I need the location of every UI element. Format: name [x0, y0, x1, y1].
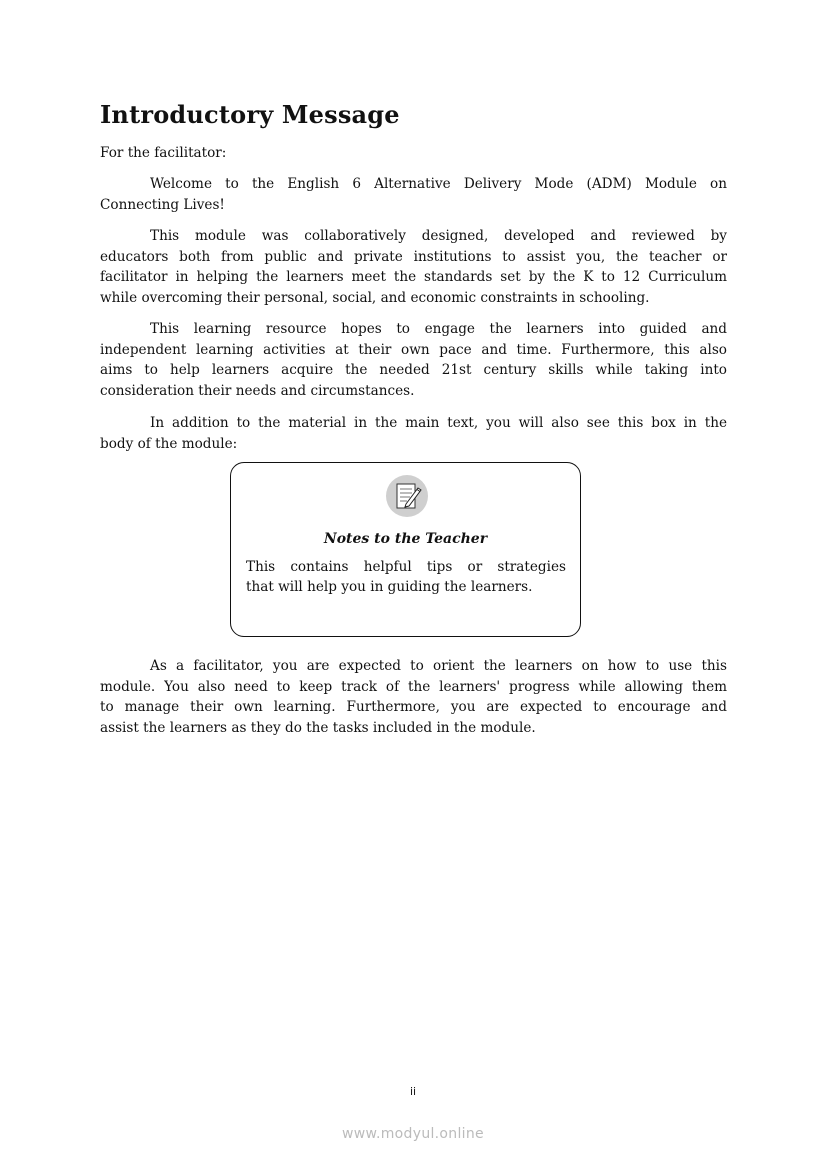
text-line: Welcome to the English 6 Alternative Delivery Mode (ADM) Module on: [150, 176, 727, 192]
page-number: ii: [409, 1085, 417, 1098]
page-title: Introductory Message: [100, 100, 400, 129]
text-line: educators both from public and private institutions to assist you, the teacher or: [100, 248, 727, 265]
notes-pencil-icon: [386, 475, 428, 517]
notes-to-teacher-box: [230, 462, 581, 637]
text-line: while overcoming their personal, social, and economic constraints in schooling.: [100, 289, 650, 306]
paragraph: [100, 656, 727, 738]
text-line: independent learning activities at their own pace and time. Furthermore, this also: [100, 341, 727, 358]
text-line: Connecting Lives!: [100, 196, 225, 213]
greeting: [100, 143, 727, 164]
paragraph: [100, 413, 727, 454]
box-title: Notes to the Teacher: [323, 531, 488, 547]
text-line: to manage their own learning. Furthermore, you are expected to encourage and: [100, 699, 727, 716]
paragraph: [100, 319, 727, 401]
box-text: [246, 557, 566, 597]
paragraph: [100, 226, 727, 308]
text-line: facilitator in helping the learners meet the standards set by the K to 12 Curriculum: [100, 269, 727, 286]
paragraph: [100, 174, 727, 215]
text-line: As a facilitator, you are expected to orient the learners on how to use this: [150, 658, 727, 674]
text-line: In addition to the material in the main text, you will also see this box in the: [150, 415, 727, 431]
text-line: consideration their needs and circumstances.: [100, 382, 415, 399]
text-line: that will help you in guiding the learners.: [246, 579, 533, 595]
text-line: For the facilitator:: [100, 145, 227, 161]
text-line: This contains helpful tips or strategies: [246, 559, 566, 575]
text-line: module. You also need to keep track of the learners' progress while allowing them: [100, 678, 727, 695]
watermark: www.modyul.online: [342, 1126, 484, 1142]
text-line: aims to help learners acquire the needed 21st century skills while taking into: [100, 362, 727, 379]
text-line: body of the module:: [100, 435, 238, 452]
text-line: This learning resource hopes to engage the learners into guided and: [150, 321, 727, 337]
text-line: assist the learners as they do the tasks included in the module.: [100, 719, 536, 736]
text-line: This module was collaboratively designed, developed and reviewed by: [150, 228, 727, 244]
